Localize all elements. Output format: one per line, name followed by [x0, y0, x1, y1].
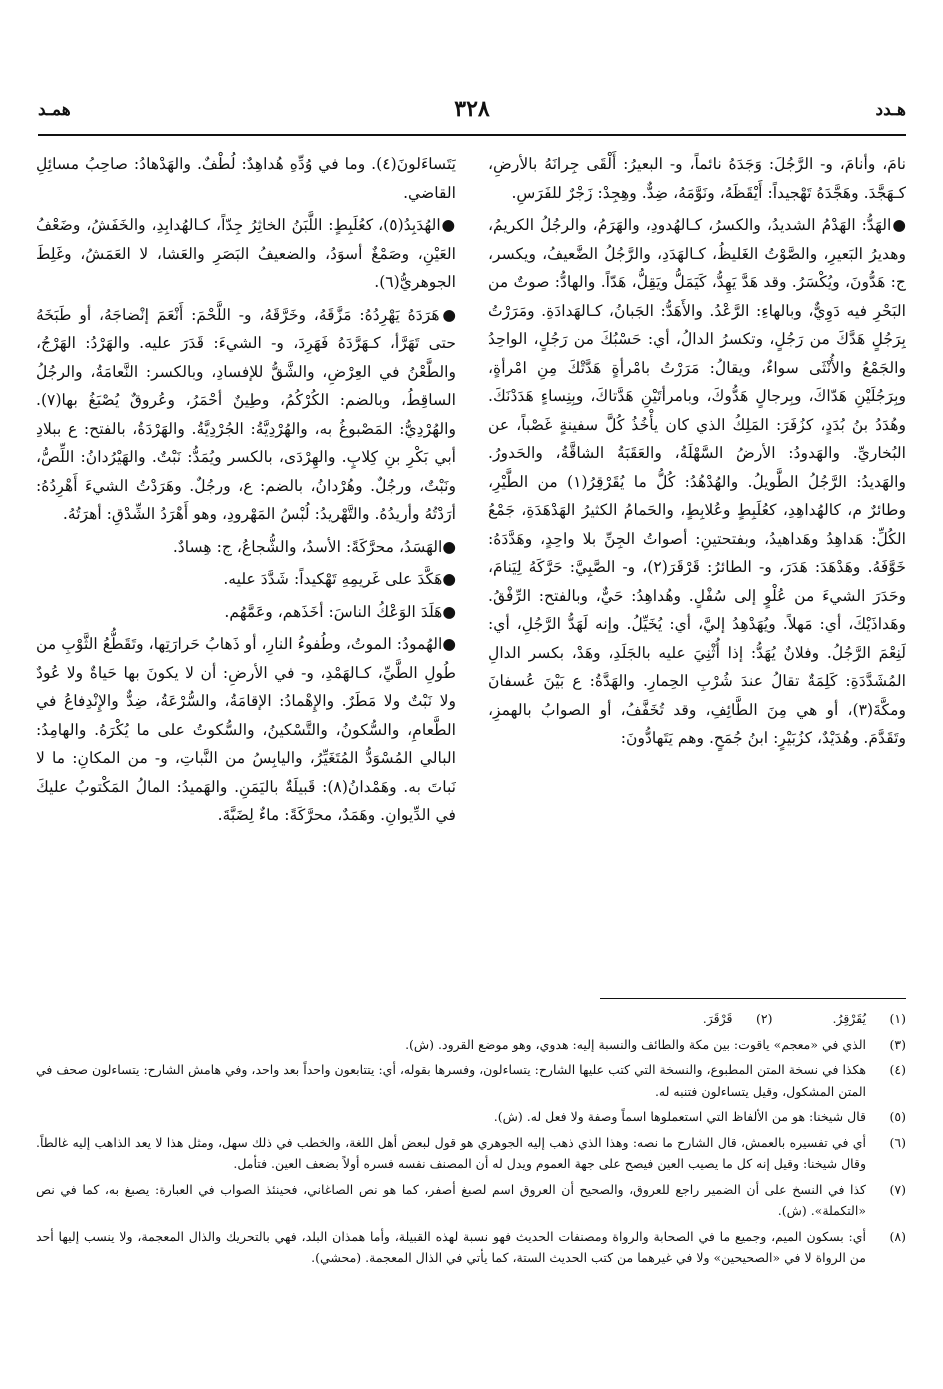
- footnote: [832, 1008, 906, 1030]
- paragraph: يَتَساءَلونَ(٤). وما في وُدِّهِ هُداهِدٌ: لُطْفٌ. والهَدْهادُ: صاحِبُ مسائِلِ القاضي.: [36, 155, 456, 202]
- footnote-number: (٥): [889, 1109, 906, 1124]
- footnote-number: (٢): [755, 1011, 773, 1026]
- footnote-text: قَرْقَرَ.: [702, 1011, 733, 1026]
- footnote-text: أي في تفسيره بالعمش، قال الشارح ما نصه: وهذا الذي ذهب إليه الجوهري هو قول لبعض أهل اللغة، والخطب في ذلك سهل، ومثل هذا لا يعد الذاهب إليه غالطاً. وقال شيخنا: وقيل إنه كل ما يصيب العين فيصح على جهة العموم ويدل له أن المصنف نفسه فسره أولاً بضعف العين. فتأمل.: [36, 1134, 866, 1171]
- entry-harada: ●هَرَدَهُ يَهْرِدُهُ: مَزَّقَهُ، وخَرَّقَهُ، و- اللَّحْمَ: أَنْعَمَ إنْضاجَهُ، أو طَبَخَهُ حتى تَهَرَّأ، كـهَرَّدَهُ فَهَرِدَ، و- الشيءَ: قَدَرَ عليه. والهَرْدُ: الهَرْجُ، والطَّعْنُ في العِرْضِ، والشَّقُّ للإفسادِ، وبالكسر: النَّعامَةُ، والرجُلُ الساقِطُ، وبالضم: الكُرْكُمُ، وطِينٌ أحْمَرُ، وعُروقٌ يُصْبَغُ بها(٧). والهُرْدِيُّ: المَصْبوغُ به، والهُرْدِيَّةُ: الجُرْدِيَّةُ. والهَرْدَةُ، بالفتح: ع ببلادِ أبي بَكْرِ بنِ كِلابٍ. والهِرْدَى، بالكسر ويُمَدُّ: نَبْتٌ. والهَيْرُدانُ: اللِّصُّ، ونَبْتٌ، ورجُلٌ. وهُرْدانُ، بالضم: ع، ورجُلٌ. وهَرَدْتُ الشيءَ أَهْرِدُهُ: أرَدْتُهُ وأريدُهُ. والتَّهْريدُ: لُبْسُ المَهْرودِ، وهو أَهْرَدُ الشِّدْقِ: أهرَتُهُ.: [36, 305, 456, 523]
- footnote-number: (٨): [889, 1228, 906, 1244]
- footnote-number: (٣): [889, 1036, 906, 1052]
- footnote: [36, 1226, 906, 1269]
- left-column: [36, 150, 456, 990]
- header-root-right: هـدد: [875, 100, 906, 120]
- entry-hadd: ●الهَدُّ: الهَدْمُ الشديدُ، والكسرُ، كـالهُدودِ، والهَرَمُ، والرجُلُ الكريمُ، وهديرُ البَعيرِ، والصَّوْتُ الغَليظُ، كـالهَدَدِ، والرَّجُلُ الضَّعيفُ، ويكسر، ج: هَدُّونَ، ويُكْسَرُ. وقد هَدَّ يَهِدُّ، كَيَمَلُّ ويَقِلُّ، هَدّاً. والهادُّ: صوتٌ من البَحْرِ فيه دَوِيٌّ، وبالهاءِ: الرَّعْدُ. والأَهَدُّ: الجَبانُ، كـالهَدادَةِ. ومَرَرْتُ بِرَجُلٍ هَدَّكَ من رَجُلٍ، وتكسرُ الدالُ، أي: حَسْبُكَ من رَجُلٍ، الواحِدُ والجَمْعُ والأُنْثَى سواءٌ، ويقالُ: مَرَرْتُ بامْرأةٍ هَدَّتْكَ مِنِ امْرأةٍ، وبِرَجُلَيْنِ هَدّاكَ، وبِرجالٍ هَدُّوكَ، وبامرأتَيْنِ هَدَّتاكَ، وبِنِساءٍ هَدَدْنَكَ. وهُدَدُ بنُ بُدَدٍ، كزُفَرَ: المَلِكُ الذي كان يأْخُذُ كُلَّ سفينةٍ غَصْباً، عن البُخاريِّ. والهَدودُ: الأرضُ السَّهْلَةُ، والعَقَبَةُ الشاقَّةُ، والحَدورُ. والهَديدُ: الرَّجُلُ الطَّويلُ. والهُدْهُدُ: كُلُّ ما يُقَرْقِرُ(١) من الطَّيْرِ، وطائرٌ م، كالهُداهِدِ، كعُلَبِطٍ وعُلابِطٍ، والحَمامُ الكثيرُ الهَدْهَدَةِ، جَمْعُ الكُلِّ: هَداهِدُ وهَداهيدُ، وبفتحتينِ: أصواتُ الجِنِّ بلا واحِدٍ، وهَدَّدَهُ: خَوَّفَهُ. وهَدْهَدَ: هَدَرَ، و- الطائرُ: قَرْقَرَ(٢)، و- الصَّبِيَّ: حَرَّكَهُ لِيَنامَ، وحَدَرَ الشيءَ من عُلْوٍ إلى سُفْلٍ. وهُداهِدُ: حَيٌّ، وبالفتح: الرِّفْقُ. وهَداذَيْكَ، أي: مَهلاً. ويُهَدْهِدُ إليَّ، أي: يُخَيِّلُ. وإنه لَهَدُّ الرَّجُلِ، أي: لَنِعْمَ الرَّجُلُ. وفلانٌ يُهَدُّ: إذا أُثْنِيَ عليه بالجَلَدِ، وهَدْ، بكسر الدالِ المُشَدَّدَةِ: كَلِمَةٌ تقالُ عندَ شُرْبِ الحِمارِ. والهَدَّةُ: ع بَيْنَ عُسفانَ ومكَّةَ(٣)، أو هي مِنَ الطَّائِفِ، وقد تُخَفَّفُ، أو الصوابُ بالهمزِ، وتَقَدَّمَ. وهُدَيْدٌ، كزُبَيْرٍ: ابنُ جُمَحٍ. وهم يَتَهادُّونَ:: [488, 216, 906, 747]
- footnote-number: (٧): [889, 1181, 906, 1197]
- page-number: ٣٢٨: [454, 96, 490, 122]
- right-column: [488, 150, 906, 990]
- footnotes: [36, 1008, 906, 1328]
- footnote-number: (٦): [889, 1134, 906, 1150]
- footnote-text: يُقَرْقِرُ.: [832, 1011, 866, 1026]
- footnote-number: (٤): [889, 1062, 906, 1077]
- footnote: [36, 1034, 906, 1056]
- footnote: [36, 1106, 906, 1128]
- footnote-divider: [600, 998, 906, 999]
- footnote: [36, 1059, 906, 1102]
- footnote-text: كذا في النسخ على أن الضمير راجع للعروق، والصحيح أن العروق اسم لصبغ أصفر، كما هو نص الصاغاني، فحينئذ الصواب في العبارة: يصبغ به، كما في نص «التكملة». (ش).: [36, 1181, 866, 1218]
- entry-hakkada: ●هَكَّدَ على غَريمِهِ تَهْكيداً: شَدَّدَ عليه.: [223, 570, 456, 588]
- footnote-row: [36, 1008, 906, 1030]
- footnote: [36, 1179, 906, 1222]
- paragraph: نامَ، وأنامَ، و- الرَّجُلَ: وَجَدَهُ نائماً، و- البعيرُ: أَلْقَى جِرانَهُ بالأرضِ، كـهَجَّدَ. وهَجَّدَهُ تَهْجيداً: أَيْقَظَهُ، ونَوَّمَهُ، ضِدٌّ. وهِجِدْ: زَجْرٌ للفَرَسِ.: [488, 155, 906, 202]
- footnote-text: هكذا في نسخة المتن المطبوع، والنسخة التي كتب عليها الشارح: يتساءلون، وفسرها بقوله، أي: يتتابعون واحداً بعد واحد، وفي هامش الشارح: يتساءلون صحف في المتن المشكول، وقيل يتساءلون فتنبه له.: [36, 1062, 866, 1099]
- footnote-text: أي: بسكون الميم، وجميع ما في الصحابة والرواة ومصنفات الحديث فهو نسبة لهذه القبيلة، وأما همذان البلد، فهي بالتحريك والذال المعجمة، ولا ينسب إليها أحد من الرواة لا في «الصحيحين» ولا في غيرهما من كتب الحديث الستة، كما يأتي في الذال المعجمة. (محشي).: [36, 1228, 866, 1265]
- entry-hasad: ●الهَسَدُ، محرَّكَةً: الأسدُ، والشُّجاعُ، ج: هِسادٌ.: [172, 537, 456, 556]
- page-header: [38, 96, 906, 132]
- header-divider: [38, 134, 906, 136]
- footnote-number: (١): [889, 1011, 906, 1026]
- footnote-text: قال شيخنا: هو من الألفاظ التي استعملوها اسماً وصفة ولا فعل له. (ش).: [493, 1109, 866, 1124]
- header-root-left: همـد: [38, 100, 71, 120]
- footnote-text: الذي في «معجم» ياقوت: بين مكة والطائف والنسبة إليه: هدوي، وهو موضع القرود. (ش).: [405, 1036, 866, 1052]
- entry-halada: ●هَلَدَ الوَعْكُ الناسَ: أخَذَهم، وعَمَّهُم.: [224, 602, 456, 621]
- footnote: [36, 1132, 906, 1175]
- entry-hudabid: ●الهُدَبِدُ(٥)، كعُلَبِطٍ: اللَّبَنُ الخاثِرُ جِدّاً، كـالهُدابِدِ، والخَفَشُ، وضَعْفُ العَيْنِ، وصَمْغٌ أسوَدُ، والضعيفُ البَصَرِ والعَشا، لا العَمَشُ، وغَلِطَ الجوهريُّ(٦).: [36, 216, 456, 291]
- footnote: [703, 1008, 773, 1030]
- entry-humud: ●الهُمودُ: الموتُ، وطُفوءُ النارِ، أو ذَهابُ حَرارَتِها، وتَقَطُّعُ الثَّوْبِ من طُولِ الطَّيِّ، كـالهَمْدِ، و- في الأرضِ: أن لا يكونَ بها حَياةٌ ولا عُودٌ ولا نَبْتٌ ولا مَطَرٌ. والإِهْمادُ: الإقامَةُ، والسُّرْعَةُ، ضِدٌّ والإِنْدِفاعُ في الطَّعامِ، والسُّكونُ، والتَّسْكينُ، والسُّكوتُ على ما يُكْرَهُ. والهامِدُ: البالي المُسْوَدُّ المُتَغَيِّرُ، واليابِسُ من النَّباتِ، و- من المكانِ: ما لا نَباتَ به. وهَمْدانُ(٨): قَبيلَةٌ باليَمَنِ. والهَميدُ: المالُ المَكْتوبُ عليكَ في الدِّيوانِ. وهَمَدٌ، محرَّكَةً: ماءٌ لِضَبَّةَ.: [36, 635, 456, 824]
